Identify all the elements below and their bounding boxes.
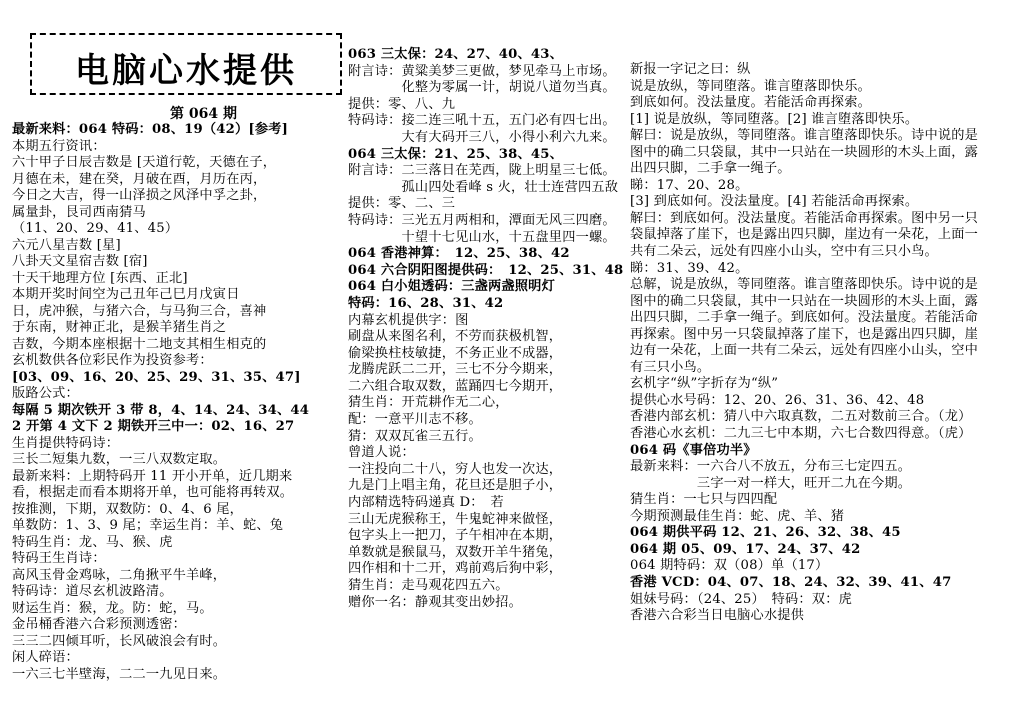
col3-line: 出四只脚，二手拿一绳子。: [630, 161, 791, 177]
col3-line: 064 码《事倍功半》: [630, 442, 757, 458]
col1-line: 高风玉骨金鸡咏，二角揪平牛羊峰，: [12, 567, 227, 583]
col1-line: 特码诗：道尽玄机波路清。: [12, 584, 173, 599]
col1-line: 六十甲子日辰吉数是 [天道行乾，天德在子，: [12, 155, 277, 170]
col3-line: 图中的确二只袋鼠，其中一只站在一块圆形的木头上面，露: [630, 293, 979, 309]
col2-line: 猜生肖：开荒耕作无二心，: [348, 395, 509, 411]
col2-line: 包字头上一把刀，子午相冲在本期，: [348, 528, 563, 544]
col2-line: 四作相和十二开，鸡前鸡后狗中彩，: [348, 561, 563, 577]
col1-line: [03、09、16、20、25、29、31、35、47]: [12, 369, 301, 385]
col2-line: 偷梁换柱枝敏捷，不务正业不成器，: [348, 345, 563, 361]
col1-line: 本期五行资讯：: [12, 138, 106, 154]
col3-line: 提供心水号码：12、20、26、31、36、42、48: [630, 392, 925, 408]
col2-line: 三山无虎猴称王，牛鬼蛇神来做怪，: [348, 511, 563, 527]
col2-line: 提供：零、八、九: [348, 96, 456, 112]
col2-line: 九是门上唱主角，花旦还是胆子小，: [348, 478, 563, 494]
col2-line: 猜：双双瓦雀三五行。: [348, 428, 482, 444]
col1-line: 吉数，今期本座根据十二地支其相生相克的: [12, 336, 267, 352]
column-right: [630, 62, 1020, 625]
col3-line: 新报一字记之曰：纵: [630, 62, 751, 77]
col1-line: 按推测，下期，双数防：0、4、6 尾，: [12, 501, 243, 517]
col2-line: 特码诗：三光五月两相和，潭面无风三四磨。: [348, 212, 616, 228]
col3-line: 玄机字“纵”字折存为“纵”: [630, 376, 779, 392]
col2-line: 曾道人说：: [348, 445, 415, 461]
col1-line: 本期开奖时间空为己丑年己巳月戊寅日: [12, 287, 240, 302]
col2-line: 猜生肖：走马观花四五六。: [348, 578, 509, 593]
col2-line: 二六组合取双数，蓝踊四七今期开，: [348, 378, 563, 394]
col3-line: 064 期供平码 12、21、26、32、38、45: [630, 525, 901, 541]
col2-line: 附言诗：黄粱美梦三更做，梦见牵马上市场。: [348, 63, 616, 79]
col2-line: 刷盘从来图名利，不劳而获极机智，: [348, 329, 563, 345]
col1-line: 一六三七半壁海，二二一九见日来。: [12, 666, 227, 682]
column-middle: [348, 47, 628, 611]
col1-line: 2 开第 4 文下 2 期铁开三中一：02、16、27: [12, 419, 295, 434]
col2-line: 特码诗：接二连三吼十五，五门必有四七出。: [348, 113, 616, 129]
col3-line: 解曰：到底如何。没法量度。若能活命再探索。图中另一只: [630, 210, 979, 226]
col1-line: 于东南，财神正北，是猴羊猪生肖之: [12, 320, 227, 335]
col3-line: 睇：17、20、28。: [630, 177, 749, 193]
title-box: [30, 33, 342, 95]
col2-line: 赠你一名：静观其变出妙招。: [348, 594, 523, 610]
col1-line: 三三二四倾耳听，长风破浪会有时。: [12, 633, 227, 649]
col3-line: 三字一对一样大，旺开二九在今期。: [630, 475, 912, 491]
col1-line: （11、20、29、41、45）: [12, 221, 179, 236]
col2-line: 龙腾虎跃二二开，三七不分今期来，: [348, 362, 563, 378]
col3-line: 再探索。图中另一只袋鼠掉落了崖下，也是露出四只脚，崖: [630, 326, 979, 342]
col1-line: 看，根据走而看本期将开单，也可能将再转双。: [12, 485, 294, 500]
col1-line: 最新来料：上期特码开 11 开小开单，近几期来: [12, 468, 293, 484]
col3-line: 说是放纵，等同堕落。谁言堕落即快乐。: [630, 78, 871, 94]
col1-line: 三长二短集九数，一三八双数定取。: [12, 452, 227, 467]
col1-line: 最新来料：064 特码：08、19（42）[参考]: [12, 122, 289, 137]
col1-line: 财运生肖：猴，龙。防：蛇，马。: [12, 600, 213, 616]
col1-line: 单数防：1、3、9 尾；幸运生肖：羊、蛇、兔: [12, 518, 284, 533]
col3-line: 图中的确二只袋鼠，其中一只站在一块圆形的木头上面，露: [630, 144, 979, 160]
col3-line: 睇：31、39、42。: [630, 260, 749, 276]
col2-line: 064 三太保：21、25、38、45、: [348, 146, 564, 162]
col1-line: 十天干地理方位 [东西、正北]: [12, 270, 188, 286]
col3-line: 总解，说是放纵，等同堕落。谁言堕落即快乐。诗中说的是: [630, 277, 979, 293]
col3-line: 香港心水玄机：二九三七中本期，六七合数四得意。（虎）: [630, 426, 972, 442]
col2-line: 特码：16、28、31、42: [348, 295, 504, 311]
col3-line: 共有二朵云，远处有四座小山头，空中有三只小鸟。: [630, 244, 938, 260]
col2-line: 一注投向二十八，穷人也发一次达，: [348, 461, 563, 477]
col3-line: 香港 VCD：04、07、18、24、32、39、41、47: [630, 574, 952, 590]
col2-line: 提供：零、二、三: [348, 196, 456, 212]
col3-line: 袋鼠掉落了崖下，也是露出四只脚，崖边有一朵花，上面一: [630, 227, 979, 243]
col3-line: 边有一朵花，上面一共有二朵云，远处有四座小山头，空中: [630, 343, 979, 359]
col1-line: 特码生肖：龙、马、猴、虎: [12, 534, 173, 550]
col1-line: 每隔 5 期次铁开 3 带 8，4、14、24、34、44: [12, 402, 310, 418]
col3-line: 今期预测最佳生肖：蛇、虎、羊、猪: [630, 508, 845, 524]
col3-line: [1] 说是放纵，等同堕落。[2] 谁言堕落即快乐。: [630, 111, 919, 127]
col2-line: 064 白小姐透码：三盏两盏照明灯: [348, 279, 555, 295]
col1-line: 特码王生肖诗：: [12, 551, 106, 566]
col1-line: 今日之大吉，得一山泽损之风泽中孚之卦，: [12, 188, 267, 203]
col1-line: 日，虎冲猴，与猪六合，与马狗三合，喜神: [12, 303, 267, 319]
col3-line: 猜生肖：一七只与四四配: [630, 492, 778, 508]
col2-line: 孤山四处看峰 s 火，壮士连营四五敌: [348, 179, 619, 195]
col3-line: 064 期 05、09、17、24、37、42: [630, 541, 861, 557]
col1-line: 八卦天文星宿吉数 [宿]: [12, 254, 148, 269]
col1-line: 闲人碎语：: [12, 650, 79, 665]
col1-line: 玄机数供各位彩民作为投资参考：: [12, 353, 213, 368]
col1-line: 属量卦，艮司西南猜马: [12, 204, 146, 220]
col2-line: 配：一意平川志不移。: [348, 412, 482, 428]
col3-line: 到底如何。没法量度。若能活命再探索。: [630, 95, 871, 111]
col1-line: 生肖提供特码诗：: [12, 435, 120, 451]
col2-line: 单数就是猴鼠马，双数开羊牛猪兔，: [348, 544, 563, 560]
col3-line: 香港六合彩当日电脑心水提供: [630, 608, 805, 624]
col3-line: [3] 到底如何。没法量度。[4] 若能活命再探索。: [630, 194, 919, 210]
col2-line: 大有大码开三八，小得小利六九来。: [348, 129, 616, 145]
col1-line: 金吊桶香港六合彩预测透密：: [12, 617, 187, 632]
col3-line: 有三只小鸟。: [630, 359, 711, 375]
col1-line: 六元八星吉数 [星]: [12, 237, 121, 253]
col2-line: 化整为零属一计，胡说八道勿当真。: [348, 80, 616, 96]
column-left: [12, 122, 342, 683]
col2-line: 十望十七见山水，十五盘里四一螺。: [348, 229, 616, 245]
col3-line: 064 期特码：双（08）单（17）: [630, 558, 829, 574]
col2-line: 064 六合阴阳图提供码： 12、25、31、48: [348, 262, 624, 278]
col2-line: 附言诗：二三落日在芜西，陇上明星三七低。: [348, 163, 616, 179]
col3-line: 香港内部玄机：猜八中六取真数，二五对数前三合。（龙）: [630, 409, 972, 425]
col2-line: 064 香港神算： 12、25、38、42: [348, 246, 570, 262]
col1-line: 月德在未，建在癸，月破在酉，月历在丙，: [12, 171, 267, 187]
col1-line: 版路公式：: [12, 386, 79, 401]
col3-line: 最新来料：一六合八不放五，分布三七定四五。: [630, 459, 912, 475]
col3-line: 出四只脚，二手拿一绳子。到底如何。没法量度。若能活命: [630, 310, 979, 326]
col3-line: 解曰：说是放纵，等同堕落。谁言堕落即快乐。诗中说的是: [630, 128, 979, 144]
issue-number: 第 064 期: [170, 106, 237, 122]
col2-line: 063 三太保：24、27、40、43、: [348, 47, 564, 62]
col3-line: 姐妹号码：（24、25） 特码：双：虎: [630, 591, 852, 607]
col2-line: 内幕玄机提供字：图: [348, 312, 469, 328]
page-title: 电脑心水提供: [75, 51, 297, 91]
col2-line: 内部精选特码递真 D： 若: [348, 495, 504, 511]
